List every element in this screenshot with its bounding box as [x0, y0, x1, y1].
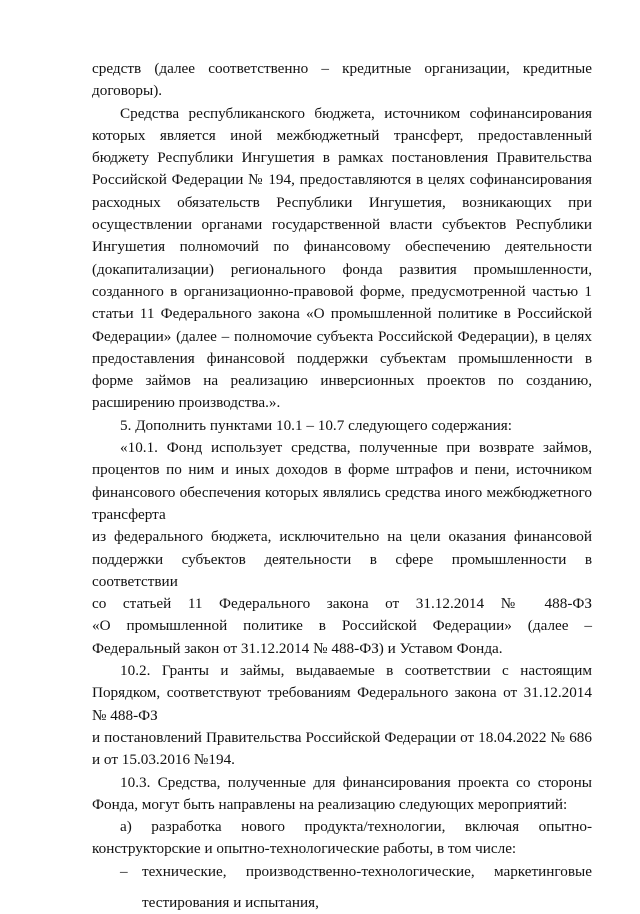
text-line: из федерального бюджета, исключительно на цели оказания финансовой [92, 528, 592, 546]
text-line: и от 15.03.2016 №194. [92, 751, 235, 769]
document-body [92, 58, 592, 861]
dash-item-line-2: тестирования и испытания, [142, 893, 319, 911]
text-line: (докапитализации) регионального фонда развития промышленности, [92, 260, 592, 278]
dash-marker: – [120, 862, 128, 880]
text-line: «О промышленной политике в Российской Федерации» (далее – [92, 617, 592, 635]
text-line: Средства республиканского бюджета, источником софинансирования [120, 104, 592, 122]
text-line: и постановлений Правительства Российской Федерации от 18.04.2022 № 686 [92, 728, 592, 746]
text-line: которых является иной межбюджетный трансферт, предоставленный [92, 126, 592, 144]
text-line: финансового обеспечения которых являлись средства иного межбюджетного [92, 483, 592, 501]
text-line: средств (далее соответственно – кредитные организации, кредитные [92, 60, 592, 77]
text-line: созданного в организационно-правовой форме, предусмотренной частью 1 [92, 282, 592, 300]
text-line: 5. Дополнить пунктами 10.1 – 10.7 следующего содержания: [120, 416, 512, 434]
text-line: статьи 11 Федерального закона «О промышленной политике в Российской [92, 305, 592, 323]
text-line: бюджету Республики Ингушетия в рамках постановления Правительства [92, 149, 592, 167]
text-line: Порядком, соответствуют требованиям Федерального закона от 31.12.2014 [92, 684, 592, 702]
text-line: Ингушетия полномочий по финансовому обеспечению деятельности [92, 238, 592, 256]
list-item-dash [92, 861, 592, 914]
text-line: 10.3. Средства, полученные для финансирования проекта со стороны [120, 773, 592, 791]
text-line: «10.1. Фонд использует средства, полученные при возврате займов, [120, 439, 592, 457]
text-line: процентов по ним и иных доходов в форме штрафов и пени, источником [92, 461, 592, 479]
dash-item-line-1: технические, производственно-технологические, маркетинговые [142, 862, 592, 880]
text-line: форме займов на реализацию инверсионных проектов по созданию, [92, 372, 592, 390]
text-line: № 488-ФЗ [92, 706, 158, 724]
text-line: Федерации» (далее – полномочие субъекта Российской Федерации), в целях [92, 327, 592, 345]
text-line: расширению производства.». [92, 394, 281, 412]
text-line: поддержки субъектов деятельности в сфере промышленности в соответствии [92, 550, 592, 590]
text-line: расходных обязательств Республики Ингушетия, возникающих при [92, 193, 592, 211]
text-line: 10.2. Гранты и займы, выдаваемые в соответствии с настоящим [120, 662, 592, 680]
text-line: Федеральный закон от 31.12.2014 № 488-ФЗ) и Уставом Фонда. [92, 639, 503, 657]
document-page [92, 58, 592, 914]
text-line: предоставления финансовой поддержки субъектам промышленности в [92, 349, 592, 367]
text-line: Фонда, могут быть направлены на реализацию следующих мероприятий: [92, 795, 568, 813]
text-line: со статьей 11 Федерального закона от 31.12.2014 № 488-ФЗ [92, 595, 592, 613]
text-line: трансферта [92, 505, 166, 523]
text-line: осуществлении органами государственной власти субъектов Республики [92, 216, 592, 234]
text-line: Российской Федерации № 194, предоставляются в целях софинансирования [92, 171, 592, 189]
text-line: договоры). [92, 82, 163, 100]
text-line: конструкторские и опытно-технологические работы, в том числе: [92, 840, 517, 858]
text-line: а) разработка нового продукта/технологии, включая опытно- [120, 818, 592, 836]
